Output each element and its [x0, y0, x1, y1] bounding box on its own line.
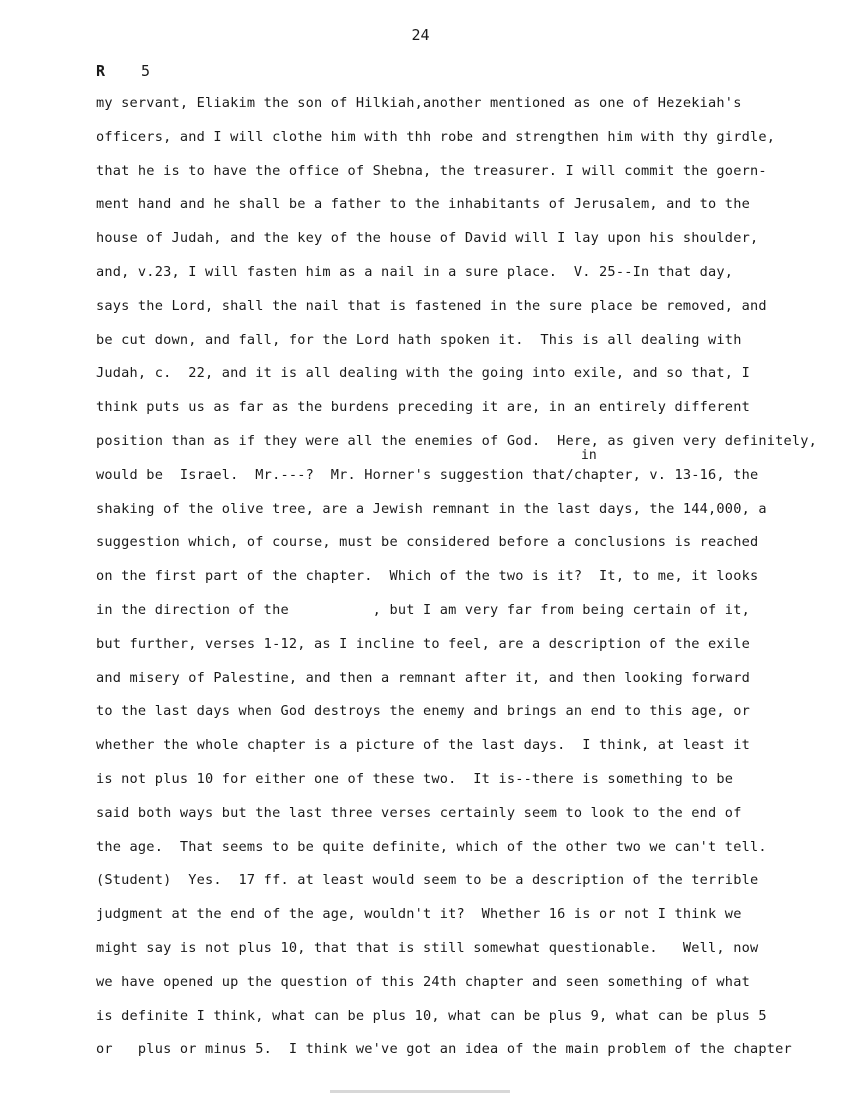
text-line: might say is not plus 10, that that is still somewhat questionable. Well, now [96, 939, 759, 956]
text-line: suggestion which, of course, must be considered before a conclusions is reached [96, 534, 759, 551]
text-line: position than as if they were all the enemies of God. Here, as given very definitely, [96, 432, 818, 449]
header-label: R [96, 62, 106, 80]
text-line: would be Israel. Mr.---? Mr. Horner's suggestion that/chapter, v. 13-16, the [96, 466, 759, 483]
text-line: shaking of the olive tree, are a Jewish remnant in the last days, the 144,000, a [96, 500, 767, 517]
text-line: officers, and I will clothe him with thh robe and strengthen him with thy girdle, [96, 128, 776, 145]
text-line: think puts us as far as the burdens preceding it are, in an entirely different [96, 399, 750, 416]
text-line: ment hand and he shall be a father to the inhabitants of Jerusalem, and to the [96, 196, 750, 213]
text-line: is definite I think, what can be plus 10, what can be plus 9, what can be plus 5 [96, 1007, 767, 1024]
text-line: said both ways but the last three verses certainly seem to look to the end of [96, 804, 742, 821]
page-header [96, 62, 150, 80]
text-line: is not plus 10 for either one of these two. It is--there is something to be [96, 770, 734, 787]
header-number: 5 [141, 62, 151, 80]
text-line: (Student) Yes. 17 ff. at least would seem to be a description of the terrible [96, 872, 759, 889]
text-line: the age. That seems to be quite definite, which of the other two we can't tell. [96, 838, 767, 855]
interlinear-note: in [581, 448, 597, 463]
text-line: we have opened up the question of this 24th chapter and seen something of what [96, 973, 750, 990]
body-text [96, 92, 826, 1072]
text-line: on the first part of the chapter. Which of the two is it? It, to me, it looks [96, 568, 759, 585]
text-line: or plus or minus 5. I think we've got an idea of the main problem of the chapter [96, 1041, 792, 1058]
page-number: 24 [411, 26, 430, 44]
text-line: house of Judah, and the key of the house of David will I lay upon his shoulder, [96, 230, 759, 247]
scan-artifact [330, 1090, 510, 1093]
text-line: in the direction of the , but I am very far from being certain of it, [96, 601, 750, 618]
text-line: my servant, Eliakim the son of Hilkiah,another mentioned as one of Hezekiah's [96, 95, 742, 111]
text-line: but further, verses 1-12, as I incline to feel, are a description of the exile [96, 635, 750, 652]
text-line: to the last days when God destroys the enemy and brings an end to this age, or [96, 703, 750, 720]
text-line: says the Lord, shall the nail that is fastened in the sure place be removed, and [96, 297, 767, 314]
text-line: be cut down, and fall, for the Lord hath spoken it. This is all dealing with [96, 331, 742, 348]
text-line: and misery of Palestine, and then a remnant after it, and then looking forward [96, 669, 750, 686]
text-line: whether the whole chapter is a picture of the last days. I think, at least it [96, 737, 750, 754]
text-line: judgment at the end of the age, wouldn't it? Whether 16 is or not I think we [96, 906, 742, 923]
text-line: and, v.23, I will fasten him as a nail in a sure place. V. 25--In that day, [96, 263, 734, 280]
text-line: that he is to have the office of Shebna, the treasurer. I will commit the goern- [96, 162, 767, 179]
text-line: Judah, c. 22, and it is all dealing with the going into exile, and so that, I [96, 365, 750, 382]
